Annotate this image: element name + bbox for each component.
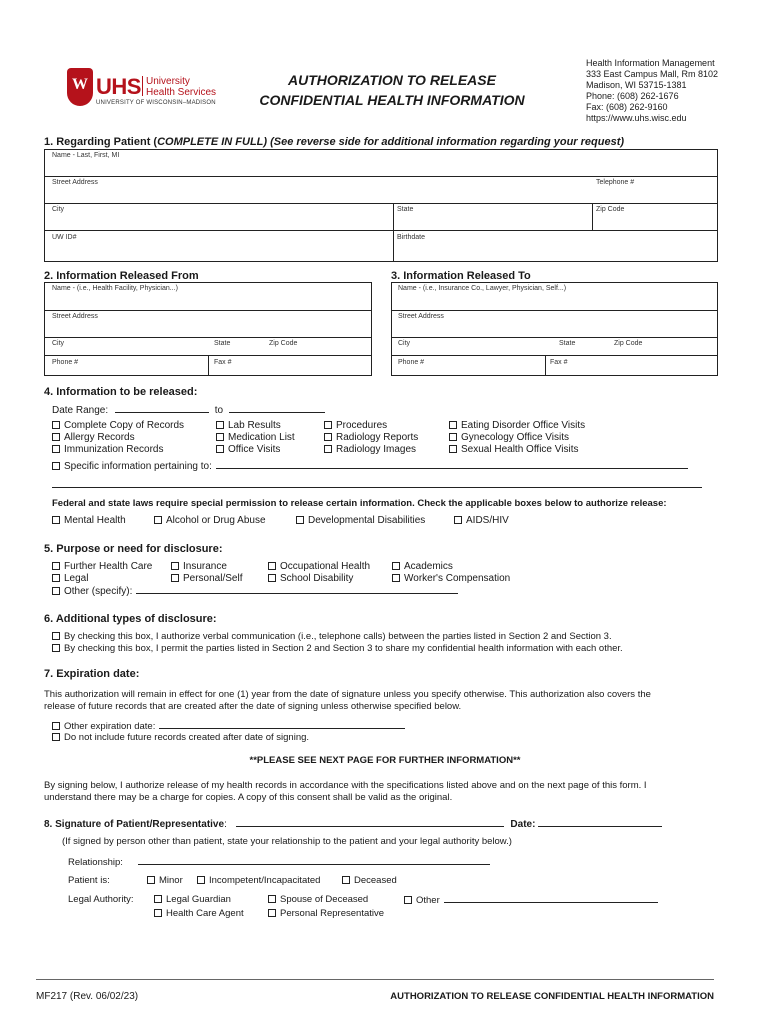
info-checkbox-procedures[interactable]: [324, 420, 387, 431]
legal-checkbox-guardian[interactable]: [154, 894, 231, 905]
sec3-heading: 3. Information Released To: [391, 270, 531, 282]
to-fax-field[interactable]: Fax #: [550, 359, 568, 366]
patient-zip-field[interactable]: Zip Code: [596, 206, 625, 213]
relationship-row: [68, 856, 490, 868]
address-block: [586, 58, 718, 124]
signature-date-label: Date:: [510, 819, 536, 830]
info-checkbox-allergy[interactable]: [52, 432, 135, 443]
checkbox-label: Specific information pertaining to:: [64, 461, 212, 472]
checkbox-icon[interactable]: [52, 587, 60, 595]
to-state-field[interactable]: State: [559, 340, 576, 347]
from-zip-field[interactable]: Zip Code: [269, 340, 298, 347]
checkbox-label: Lab Results: [228, 420, 281, 431]
signature-input[interactable]: [236, 818, 504, 827]
checkbox-label: Developmental Disabilities: [308, 515, 426, 526]
expiration-paragraph-line1: This authorization will remain in effect for one (1) year from the date of signature unless you specify otherwise. This authorization also covers the: [44, 689, 651, 700]
footer-rule: [36, 979, 714, 980]
checkbox-label: Incompetent/Incapacitated: [209, 875, 321, 886]
specific-info-input[interactable]: [216, 460, 688, 469]
signature-date-input[interactable]: [538, 818, 662, 827]
checkbox-label: By checking this box, I authorize verbal communication (i.e., telephone calls) between the parties listed in Section 2 and Section 3.: [64, 631, 612, 642]
purpose-checkbox-further-care[interactable]: [52, 561, 152, 572]
checkbox-label: Occupational Health: [280, 561, 371, 572]
checkbox-icon[interactable]: [404, 896, 412, 904]
checkbox-label: Minor: [159, 875, 183, 886]
info-checkbox-lab-results[interactable]: [216, 420, 281, 431]
date-from-input[interactable]: [115, 404, 209, 413]
checkbox-label: Health Care Agent: [166, 908, 244, 919]
checkbox-icon[interactable]: [454, 516, 462, 524]
checkbox-label: Medication List: [228, 432, 295, 443]
checkbox-label: Deceased: [354, 875, 397, 886]
federal-notice: Federal and state laws require special permission to release certain information. Check the applicable boxes below to authorize release:: [52, 498, 667, 509]
divider: [44, 203, 718, 204]
checkbox-icon[interactable]: [154, 516, 162, 524]
patient-is-label: Patient is:: [68, 875, 110, 886]
from-phone-field[interactable]: Phone #: [52, 359, 79, 366]
checkbox-label: Other (specify):: [64, 586, 133, 597]
checkbox-label: Complete Copy of Records: [64, 420, 185, 431]
checkbox-label: Other expiration date:: [64, 721, 156, 732]
patient-street-field[interactable]: Street Address: [52, 179, 98, 186]
expiration-paragraph-line2: release of future records that are created after the date of signing unless otherwise specified below.: [44, 701, 462, 712]
disclosure-checkbox-share[interactable]: [52, 643, 623, 654]
checkbox-label: School Disability: [280, 573, 354, 584]
checkbox-label: Radiology Reports: [336, 432, 419, 443]
checkbox-icon[interactable]: [449, 433, 457, 441]
patient-is-checkbox-deceased[interactable]: [342, 875, 397, 886]
divider: [44, 176, 718, 177]
checkbox-icon[interactable]: [52, 574, 60, 582]
divider: [208, 355, 209, 376]
checkbox-icon[interactable]: [268, 909, 276, 917]
purpose-checkbox-workers-comp[interactable]: [392, 573, 510, 584]
patient-state-field[interactable]: State: [397, 206, 414, 213]
info-checkbox-radiology-reports[interactable]: [324, 432, 418, 443]
checkbox-label: Legal Guardian: [166, 894, 231, 905]
checkbox-label: Do not include future records created after date of signing.: [64, 732, 310, 743]
address-phone: Phone: (608) 262-1676: [586, 91, 679, 101]
checkbox-label: AIDS/HIV: [466, 515, 509, 526]
footer-form-id: MF217 (Rev. 06/02/23): [36, 991, 139, 1002]
sec5-heading: 5. Purpose or need for disclosure:: [44, 543, 223, 555]
legal-checkbox-health-care-agent[interactable]: [154, 908, 244, 919]
sec7-heading: 7. Expiration date:: [44, 668, 140, 680]
checkbox-icon[interactable]: [52, 516, 60, 524]
checkbox-icon[interactable]: [216, 433, 224, 441]
checkbox-icon[interactable]: [52, 445, 60, 453]
relationship-label: Relationship:: [68, 857, 123, 868]
info-checkbox-sexual-health[interactable]: [449, 444, 578, 455]
checkbox-icon[interactable]: [392, 562, 400, 570]
to-zip-field[interactable]: Zip Code: [614, 340, 643, 347]
divider: [545, 355, 546, 376]
patient-city-field[interactable]: City: [52, 206, 65, 213]
checkbox-icon[interactable]: [216, 445, 224, 453]
checkbox-label: Procedures: [336, 420, 388, 431]
checkbox-label: Legal: [64, 573, 89, 584]
legal-authority-label: Legal Authority:: [68, 894, 134, 905]
checkbox-label: Eating Disorder Office Visits: [461, 420, 586, 431]
sec1-heading-emphasis: COMPLETE IN FULL) (See reverse side for additional information regarding your request): [157, 136, 625, 148]
checkbox-icon[interactable]: [154, 909, 162, 917]
checkbox-icon[interactable]: [268, 562, 276, 570]
shield-letter: W: [72, 76, 88, 93]
patient-telephone-field[interactable]: Telephone #: [596, 179, 635, 186]
divider: [44, 230, 718, 231]
divider: [44, 310, 372, 311]
logo-tagline: UNIVERSITY OF WISCONSIN–MADISON: [96, 100, 216, 106]
checkbox-icon[interactable]: [52, 562, 60, 570]
checkbox-label: Mental Health: [64, 515, 126, 526]
divider: [592, 203, 593, 230]
from-fax-field[interactable]: Fax #: [214, 359, 232, 366]
checkbox-label: Insurance: [183, 561, 227, 572]
checkbox-icon[interactable]: [268, 895, 276, 903]
checkbox-icon[interactable]: [52, 433, 60, 441]
checkbox-icon[interactable]: [52, 644, 60, 652]
checkbox-icon[interactable]: [52, 462, 60, 470]
checkbox-label: Academics: [404, 561, 453, 572]
date-to-label: to: [214, 405, 224, 416]
legal-other-input[interactable]: [444, 894, 658, 903]
checkbox-label: Allergy Records: [64, 432, 135, 443]
to-phone-field[interactable]: Phone #: [398, 359, 425, 366]
from-state-field[interactable]: State: [214, 340, 231, 347]
relationship-input[interactable]: [138, 856, 490, 865]
date-to-input[interactable]: [229, 404, 325, 413]
form-title-line2: CONFIDENTIAL HEALTH INFORMATION: [259, 92, 525, 108]
checkbox-icon[interactable]: [324, 445, 332, 453]
legal-checkbox-spouse-deceased[interactable]: [268, 894, 368, 905]
checkbox-icon[interactable]: [52, 733, 60, 741]
purpose-checkbox-academics[interactable]: [392, 561, 453, 572]
info-checkbox-office-visits[interactable]: [216, 444, 280, 455]
from-name-field[interactable]: Name - (i.e., Health Facility, Physician...): [52, 285, 178, 292]
info-checkbox-radiology-images[interactable]: [324, 444, 416, 455]
sec8-heading: 8. Signature of Patient/Representative: [44, 819, 225, 830]
checkbox-icon[interactable]: [268, 574, 276, 582]
patient-uwid-field[interactable]: UW ID#: [52, 234, 77, 241]
checkbox-icon[interactable]: [52, 421, 60, 429]
form-title-line1: AUTHORIZATION TO RELEASE: [288, 72, 496, 88]
to-name-field[interactable]: Name - (i.e., Insurance Co., Lawyer, Physician, Self...): [398, 285, 567, 292]
address-fax: Fax: (608) 262-9160: [586, 102, 668, 112]
from-city-field[interactable]: City: [52, 340, 65, 347]
checkbox-label: Radiology Images: [336, 444, 417, 455]
sec2-heading: 2. Information Released From: [44, 270, 199, 282]
checkbox-icon[interactable]: [342, 876, 350, 884]
info-checkbox-immunization[interactable]: [52, 444, 163, 455]
divider: [393, 203, 394, 262]
purpose-checkbox-school-disability[interactable]: [268, 573, 353, 584]
special-checkbox-alcohol-drug[interactable]: [154, 515, 266, 526]
purpose-checkbox-other[interactable]: [52, 585, 458, 597]
expiration-date-input[interactable]: [159, 720, 405, 729]
address-line3: Madison, WI 53715-1381: [586, 80, 687, 90]
legal-checkbox-other[interactable]: [404, 894, 658, 906]
checkbox-icon[interactable]: [216, 421, 224, 429]
checkbox-icon[interactable]: [392, 574, 400, 582]
sec4-heading: 4. Information to be released:: [44, 386, 198, 398]
checkbox-label: Sexual Health Office Visits: [461, 444, 579, 455]
specific-info-line2[interactable]: [52, 487, 702, 488]
disclosure-checkbox-verbal[interactable]: [52, 631, 612, 642]
divider: [391, 355, 718, 356]
checkbox-label: Office Visits: [228, 444, 281, 455]
sec6-heading: 6. Additional types of disclosure:: [44, 613, 217, 625]
logo-name-line2: Health Services: [146, 87, 217, 98]
sec1-heading: [44, 136, 624, 148]
expiration-checkbox-other[interactable]: [52, 720, 405, 732]
checkbox-label: Worker's Compensation: [404, 573, 511, 584]
footer-title: AUTHORIZATION TO RELEASE CONFIDENTIAL HEALTH INFORMATION: [390, 991, 714, 1002]
checkbox-icon[interactable]: [324, 421, 332, 429]
checkbox-icon[interactable]: [324, 433, 332, 441]
date-range-label: Date Range:: [52, 405, 109, 416]
checkbox-icon[interactable]: [154, 895, 162, 903]
checkbox-icon[interactable]: [171, 562, 179, 570]
checkbox-label: Immunization Records: [64, 444, 164, 455]
patient-name-field[interactable]: Name - Last, First, MI: [52, 152, 120, 159]
date-range-row: [52, 404, 325, 416]
checkbox-label: Spouse of Deceased: [280, 894, 369, 905]
info-checkbox-gynecology[interactable]: [449, 432, 569, 443]
info-checkbox-specific[interactable]: [52, 460, 688, 472]
from-street-field[interactable]: Street Address: [52, 313, 98, 320]
sec1-heading-prefix: 1. Regarding Patient (: [44, 136, 158, 148]
checkbox-icon[interactable]: [52, 632, 60, 640]
checkbox-icon[interactable]: [449, 445, 457, 453]
address-url[interactable]: https://www.uhs.wisc.edu: [586, 113, 687, 123]
checkbox-icon[interactable]: [52, 722, 60, 730]
divider: [391, 337, 718, 338]
purpose-checkbox-occupational[interactable]: [268, 561, 370, 572]
sec8-note: (If signed by person other than patient, state your relationship to the patient and your legal authority below.): [62, 836, 512, 847]
patient-is-checkbox-minor[interactable]: [147, 875, 183, 886]
checkbox-label: Personal/Self: [183, 573, 243, 584]
info-checkbox-medication[interactable]: [216, 432, 295, 443]
sec8-heading-row: [44, 818, 662, 830]
purpose-checkbox-personal[interactable]: [171, 573, 242, 584]
uhs-shield-logo: [67, 68, 93, 106]
checkbox-label: Personal Representative: [280, 908, 385, 919]
checkbox-label: Alcohol or Drug Abuse: [166, 515, 266, 526]
checkbox-icon[interactable]: [449, 421, 457, 429]
logo-name-line1: University: [146, 76, 190, 87]
checkbox-icon[interactable]: [147, 876, 155, 884]
patient-birthdate-field[interactable]: Birthdate: [397, 234, 426, 241]
logo-divider: [142, 76, 143, 96]
checkbox-icon[interactable]: [171, 574, 179, 582]
special-checkbox-developmental[interactable]: [296, 515, 425, 526]
divider: [44, 337, 372, 338]
checkbox-label: By checking this box, I permit the parties listed in Section 2 and Section 3 to share my confidential health information with each other.: [64, 643, 623, 654]
purpose-checkbox-insurance[interactable]: [171, 561, 227, 572]
checkbox-label: Gynecology Office Visits: [461, 432, 570, 443]
special-checkbox-aids-hiv[interactable]: [454, 515, 509, 526]
info-checkbox-eating-disorder[interactable]: [449, 420, 585, 431]
checkbox-label: Other: [416, 895, 440, 906]
legal-checkbox-personal-rep[interactable]: [268, 908, 384, 919]
next-page-notice: **PLEASE SEE NEXT PAGE FOR FURTHER INFORMATION**: [249, 755, 521, 766]
purpose-checkbox-legal[interactable]: [52, 573, 88, 584]
consent-line2: understand there may be a charge for copies. A copy of this consent shall be valid as the original.: [44, 792, 453, 803]
to-street-field[interactable]: Street Address: [398, 313, 444, 320]
purpose-other-input[interactable]: [136, 585, 458, 594]
address-line1: Health Information Management: [586, 58, 715, 68]
address-line2: 333 East Campus Mall, Rm 8102: [586, 69, 719, 79]
logo-abbr: UHS: [96, 74, 141, 99]
to-city-field[interactable]: City: [398, 340, 411, 347]
consent-line1: By signing below, I authorize release of my health records in accordance with the specifications listed above and on the next page of this form. I: [44, 780, 647, 791]
checkbox-label: Further Health Care: [64, 561, 153, 572]
patient-is-checkbox-incompetent[interactable]: [197, 875, 320, 886]
sec8-colon: :: [224, 819, 227, 830]
special-checkbox-mental-health[interactable]: [52, 515, 126, 526]
expiration-checkbox-no-future[interactable]: [52, 732, 309, 743]
info-checkbox-complete-copy[interactable]: [52, 420, 184, 431]
divider: [391, 310, 718, 311]
checkbox-icon[interactable]: [296, 516, 304, 524]
checkbox-icon[interactable]: [197, 876, 205, 884]
